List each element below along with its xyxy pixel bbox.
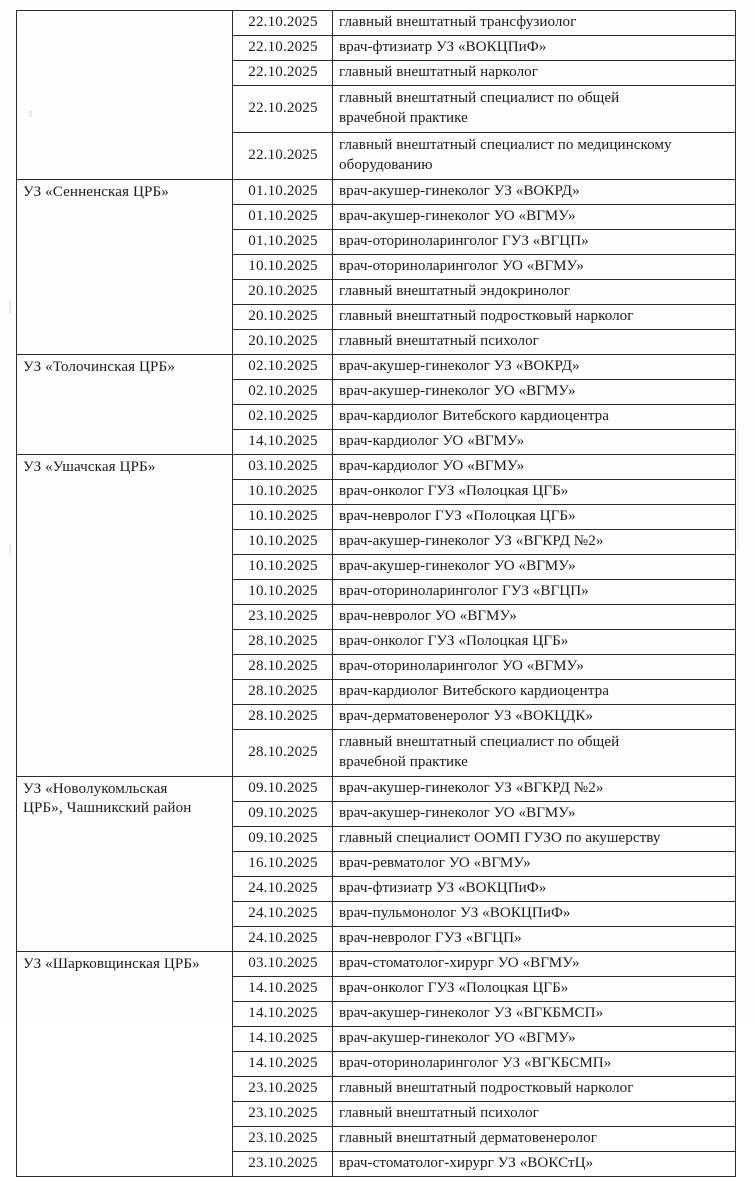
- specialist-cell: [333, 133, 736, 180]
- specialist-line: врач-онколог ГУЗ «Полоцкая ЦГБ»: [339, 632, 569, 649]
- organization-line: УЗ «Новолукомльская: [23, 781, 168, 797]
- specialist-line: врач-фтизиатр УЗ «ВОКЦПиФ»: [339, 38, 547, 55]
- specialist-cell: [333, 1027, 736, 1052]
- specialist-line: врач-акушер-гинеколог УО «ВГМУ»: [339, 804, 576, 821]
- specialist-cell: [333, 705, 736, 730]
- specialist-cell: [333, 1152, 736, 1177]
- organization-line: УЗ «Толочинская ЦРБ»: [23, 359, 175, 375]
- specialist-line: главный специалист ООМП ГУЗО по акушерству: [339, 829, 661, 846]
- specialist-cell: [333, 777, 736, 802]
- specialist-cell: [333, 36, 736, 61]
- visit-date-cell: 23.10.2025: [233, 1102, 333, 1127]
- specialist-cell: [333, 655, 736, 680]
- specialist-cell: [333, 255, 736, 280]
- visit-date-cell: 10.10.2025: [233, 530, 333, 555]
- visit-date-cell: 22.10.2025: [233, 11, 333, 36]
- visit-date-cell: 22.10.2025: [233, 133, 333, 180]
- specialist-cell: [333, 1102, 736, 1127]
- visit-date-cell: 24.10.2025: [233, 927, 333, 952]
- specialist-line: врач-невролог ГУЗ «ВГЦП»: [339, 929, 522, 946]
- specialist-cell: [333, 852, 736, 877]
- visit-date-cell: 10.10.2025: [233, 505, 333, 530]
- specialist-cell: [333, 1052, 736, 1077]
- specialist-line: врач-акушер-гинеколог УО «ВГМУ»: [339, 1029, 576, 1046]
- specialist-cell: [333, 1002, 736, 1027]
- specialist-line: врач-невролог УО «ВГМУ»: [339, 607, 517, 624]
- visit-date-cell: 01.10.2025: [233, 205, 333, 230]
- specialist-line: врач-акушер-гинеколог УЗ «ВГКРД №2»: [339, 532, 604, 549]
- specialist-line: врач-онколог ГУЗ «Полоцкая ЦГБ»: [339, 979, 569, 996]
- organization-cell: [17, 11, 233, 180]
- visit-date-cell: 01.10.2025: [233, 180, 333, 205]
- visit-date-cell: 23.10.2025: [233, 1127, 333, 1152]
- specialist-line: врач-оториноларинголог УО «ВГМУ»: [339, 657, 584, 674]
- table-row: [17, 180, 736, 205]
- specialist-line: врач-акушер-гинеколог УЗ «ВГКБМСП»: [339, 1004, 604, 1021]
- specialist-line: главный внештатный специалист по общей: [339, 90, 620, 107]
- visit-date-cell: 23.10.2025: [233, 1077, 333, 1102]
- specialist-line: врач-кардиолог Витебского кардиоцентра: [339, 682, 609, 699]
- specialist-cell: [333, 330, 736, 355]
- visit-date-cell: 28.10.2025: [233, 630, 333, 655]
- organization-line: УЗ «Сенненская ЦРБ»: [23, 184, 169, 200]
- visit-date-cell: 02.10.2025: [233, 405, 333, 430]
- scan-artifact: [9, 300, 11, 314]
- visit-date-cell: 28.10.2025: [233, 680, 333, 705]
- specialist-line: врач-оториноларинголог ГУЗ «ВГЦП»: [339, 582, 589, 599]
- specialist-cell: [333, 61, 736, 86]
- specialist-cell: [333, 827, 736, 852]
- visit-date-cell: 22.10.2025: [233, 36, 333, 61]
- visit-date-cell: 10.10.2025: [233, 480, 333, 505]
- visit-date-cell: 28.10.2025: [233, 730, 333, 777]
- specialist-line: врач-акушер-гинеколог УО «ВГМУ»: [339, 557, 576, 574]
- table-row: [17, 952, 736, 977]
- specialist-cell: [333, 355, 736, 380]
- visit-date-cell: 14.10.2025: [233, 1027, 333, 1052]
- visit-date-cell: 03.10.2025: [233, 952, 333, 977]
- visit-date-cell: 14.10.2025: [233, 430, 333, 455]
- specialist-cell: [333, 902, 736, 927]
- specialist-cell: [333, 505, 736, 530]
- specialist-line: врачебной практике: [339, 109, 468, 126]
- specialist-line: главный внештатный подростковый нарколог: [339, 1079, 634, 1096]
- specialist-line: главный внештатный эндокринолог: [339, 282, 571, 299]
- schedule-table: [16, 10, 736, 1177]
- visit-date-cell: 09.10.2025: [233, 777, 333, 802]
- specialist-cell: [333, 802, 736, 827]
- specialist-line: врач-пульмонолог УЗ «ВОКЦПиФ»: [339, 904, 571, 921]
- visit-date-cell: 14.10.2025: [233, 1052, 333, 1077]
- specialist-cell: [333, 11, 736, 36]
- specialist-cell: [333, 380, 736, 405]
- visit-date-cell: 22.10.2025: [233, 86, 333, 133]
- specialist-line: врач-стоматолог-хирург УЗ «ВОКСтЦ»: [339, 1154, 594, 1171]
- specialist-line: врач-фтизиатр УЗ «ВОКЦПиФ»: [339, 879, 547, 896]
- specialist-line: врач-онколог ГУЗ «Полоцкая ЦГБ»: [339, 482, 569, 499]
- organization-line: ЦРБ», Чашникский район: [23, 800, 192, 817]
- specialist-line: врач-кардиолог УО «ВГМУ»: [339, 432, 525, 449]
- specialist-line: главный внештатный специалист по общей: [339, 734, 620, 751]
- visit-date-cell: 28.10.2025: [233, 705, 333, 730]
- specialist-line: врач-оториноларинголог УО «ВГМУ»: [339, 257, 584, 274]
- specialist-line: главный внештатный нарколог: [339, 63, 538, 80]
- specialist-line: врач-оториноларинголог УЗ «ВГКБСМП»: [339, 1054, 612, 1071]
- specialist-cell: [333, 680, 736, 705]
- organization-cell: [17, 180, 233, 355]
- visit-date-cell: 24.10.2025: [233, 877, 333, 902]
- specialist-cell: [333, 605, 736, 630]
- table-row: [17, 11, 736, 36]
- visit-date-cell: 20.10.2025: [233, 305, 333, 330]
- specialist-line: врач-акушер-гинеколог УО «ВГМУ»: [339, 207, 576, 224]
- specialist-cell: [333, 205, 736, 230]
- visit-date-cell: 24.10.2025: [233, 902, 333, 927]
- visit-date-cell: 20.10.2025: [233, 330, 333, 355]
- specialist-line: врач-дерматовенеролог УЗ «ВОКЦДК»: [339, 707, 594, 724]
- specialist-cell: [333, 977, 736, 1002]
- specialist-cell: [333, 580, 736, 605]
- specialist-cell: [333, 952, 736, 977]
- organization-line: УЗ «Шарковщинская ЦРБ»: [23, 956, 200, 972]
- specialist-cell: [333, 927, 736, 952]
- specialist-cell: [333, 180, 736, 205]
- specialist-cell: [333, 86, 736, 133]
- visit-date-cell: 02.10.2025: [233, 380, 333, 405]
- specialist-cell: [333, 455, 736, 480]
- organization-cell: [17, 952, 233, 1177]
- visit-date-cell: 16.10.2025: [233, 852, 333, 877]
- specialist-line: врач-невролог ГУЗ «Полоцкая ЦГБ»: [339, 507, 576, 524]
- visit-date-cell: 10.10.2025: [233, 555, 333, 580]
- visit-date-cell: 20.10.2025: [233, 280, 333, 305]
- visit-date-cell: 03.10.2025: [233, 455, 333, 480]
- specialist-line: главный внештатный специалист по медицинскому: [339, 137, 672, 154]
- visit-date-cell: 14.10.2025: [233, 1002, 333, 1027]
- specialist-line: врач-акушер-гинеколог УЗ «ВОКРД»: [339, 357, 580, 374]
- visit-date-cell: 28.10.2025: [233, 655, 333, 680]
- table-row: [17, 355, 736, 380]
- visit-date-cell: 10.10.2025: [233, 255, 333, 280]
- visit-date-cell: 14.10.2025: [233, 977, 333, 1002]
- specialist-line: врач-стоматолог-хирург УО «ВГМУ»: [339, 954, 580, 971]
- specialist-cell: [333, 305, 736, 330]
- specialist-cell: [333, 430, 736, 455]
- specialist-cell: [333, 530, 736, 555]
- organization-line: УЗ «Ушачская ЦРБ»: [23, 459, 156, 475]
- visit-date-cell: 02.10.2025: [233, 355, 333, 380]
- organization-cell: [17, 777, 233, 952]
- visit-date-cell: 01.10.2025: [233, 230, 333, 255]
- table-row: [17, 455, 736, 480]
- specialist-cell: [333, 480, 736, 505]
- visit-date-cell: 09.10.2025: [233, 827, 333, 852]
- visit-date-cell: 09.10.2025: [233, 802, 333, 827]
- visit-date-cell: 22.10.2025: [233, 61, 333, 86]
- specialist-line: оборудованию: [339, 156, 433, 173]
- specialist-line: врач-акушер-гинеколог УЗ «ВГКРД №2»: [339, 779, 604, 796]
- specialist-line: главный внештатный трансфузиолог: [339, 13, 577, 30]
- specialist-line: главный внештатный дерматовенеролог: [339, 1129, 597, 1146]
- specialist-cell: [333, 877, 736, 902]
- specialist-line: врач-акушер-гинеколог УО «ВГМУ»: [339, 382, 576, 399]
- table-row: [17, 777, 736, 802]
- specialist-cell: [333, 405, 736, 430]
- specialist-line: врачебной практике: [339, 753, 468, 770]
- specialist-cell: [333, 1127, 736, 1152]
- specialist-cell: [333, 730, 736, 777]
- specialist-line: врач-ревматолог УО «ВГМУ»: [339, 854, 531, 871]
- specialist-line: главный внештатный подростковый нарколог: [339, 307, 634, 324]
- specialist-line: главный внештатный психолог: [339, 332, 539, 349]
- visit-date-cell: 23.10.2025: [233, 1152, 333, 1177]
- visit-date-cell: 10.10.2025: [233, 580, 333, 605]
- specialist-line: врач-кардиолог УО «ВГМУ»: [339, 457, 525, 474]
- specialist-cell: [333, 280, 736, 305]
- scan-artifact: [9, 545, 11, 555]
- specialist-line: врач-кардиолог Витебского кардиоцентра: [339, 407, 609, 424]
- schedule-table-body: [17, 11, 736, 1177]
- specialist-line: врач-оториноларинголог ГУЗ «ВГЦП»: [339, 232, 589, 249]
- scan-artifact: [737, 430, 739, 550]
- visit-date-cell: 23.10.2025: [233, 605, 333, 630]
- specialist-cell: [333, 230, 736, 255]
- specialist-cell: [333, 555, 736, 580]
- organization-cell: [17, 355, 233, 455]
- specialist-cell: [333, 630, 736, 655]
- organization-cell: [17, 455, 233, 777]
- specialist-cell: [333, 1077, 736, 1102]
- specialist-line: врач-акушер-гинеколог УЗ «ВОКРД»: [339, 182, 580, 199]
- specialist-line: главный внештатный психолог: [339, 1104, 539, 1121]
